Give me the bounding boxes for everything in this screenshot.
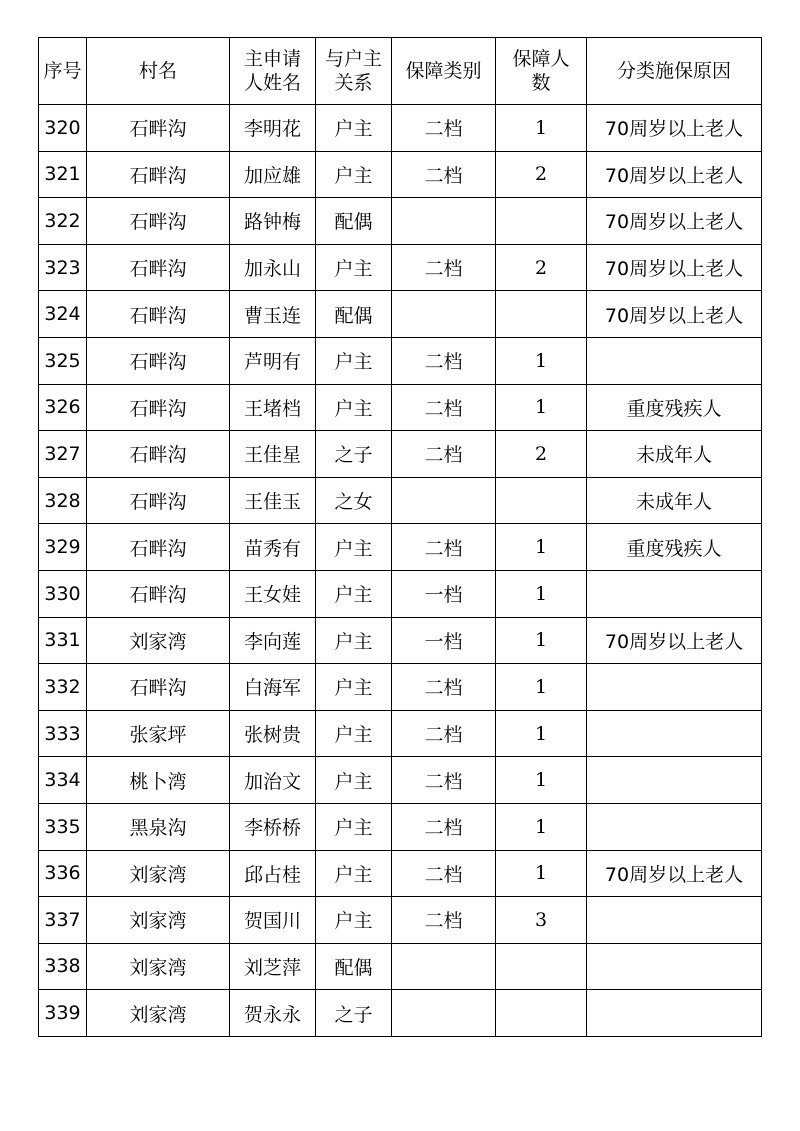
header-count-line2: 数 xyxy=(531,72,551,94)
cell-category: 一档 xyxy=(392,570,496,617)
cell-village: 刘家湾 xyxy=(87,943,230,990)
cell-count: 1 xyxy=(496,524,587,571)
cell-reason: 70周岁以上老人 xyxy=(587,151,762,198)
cell-village: 刘家湾 xyxy=(87,990,230,1037)
cell-category: 一档 xyxy=(392,617,496,664)
cell-village: 石畔沟 xyxy=(87,337,230,384)
cell-reason: 70周岁以上老人 xyxy=(587,105,762,152)
cell-category xyxy=(392,477,496,524)
cell-count: 2 xyxy=(496,151,587,198)
cell-count: 1 xyxy=(496,105,587,152)
cell-reason xyxy=(587,757,762,804)
cell-seq: 323 xyxy=(39,244,87,291)
table-row xyxy=(39,850,762,897)
cell-reason: 未成年人 xyxy=(587,431,762,478)
header-count xyxy=(496,38,587,105)
cell-count: 2 xyxy=(496,431,587,478)
cell-seq: 339 xyxy=(39,990,87,1037)
table-row xyxy=(39,897,762,944)
cell-relation: 户主 xyxy=(316,617,392,664)
cell-count: 1 xyxy=(496,617,587,664)
cell-seq: 325 xyxy=(39,337,87,384)
cell-reason xyxy=(587,710,762,757)
table-row xyxy=(39,664,762,711)
table-row xyxy=(39,570,762,617)
cell-applicant-name: 加永山 xyxy=(230,244,316,291)
cell-relation: 配偶 xyxy=(316,198,392,245)
cell-applicant-name: 贺国川 xyxy=(230,897,316,944)
cell-count: 2 xyxy=(496,244,587,291)
cell-applicant-name: 王佳玉 xyxy=(230,477,316,524)
cell-village: 张家坪 xyxy=(87,710,230,757)
cell-village: 石畔沟 xyxy=(87,151,230,198)
table-row xyxy=(39,757,762,804)
cell-category: 二档 xyxy=(392,105,496,152)
cell-applicant-name: 王堵档 xyxy=(230,384,316,431)
cell-seq: 334 xyxy=(39,757,87,804)
table-row xyxy=(39,105,762,152)
cell-relation: 之女 xyxy=(316,477,392,524)
cell-seq: 329 xyxy=(39,524,87,571)
table-row xyxy=(39,617,762,664)
cell-count xyxy=(496,990,587,1037)
assistance-roster-table xyxy=(38,37,762,1037)
table-row xyxy=(39,291,762,338)
cell-count: 1 xyxy=(496,384,587,431)
table-header xyxy=(39,38,762,105)
cell-category xyxy=(392,990,496,1037)
cell-village: 石畔沟 xyxy=(87,105,230,152)
cell-relation: 户主 xyxy=(316,384,392,431)
cell-relation: 户主 xyxy=(316,337,392,384)
cell-category: 二档 xyxy=(392,757,496,804)
table-row xyxy=(39,990,762,1037)
cell-relation: 户主 xyxy=(316,105,392,152)
cell-category: 二档 xyxy=(392,850,496,897)
cell-category: 二档 xyxy=(392,151,496,198)
cell-reason: 70周岁以上老人 xyxy=(587,617,762,664)
table-row xyxy=(39,477,762,524)
header-reason-text: 分类施保原因 xyxy=(616,60,731,82)
cell-seq: 322 xyxy=(39,198,87,245)
cell-applicant-name: 白海军 xyxy=(230,664,316,711)
header-seq xyxy=(39,38,87,105)
cell-category xyxy=(392,943,496,990)
cell-seq: 338 xyxy=(39,943,87,990)
cell-category: 二档 xyxy=(392,337,496,384)
cell-village: 刘家湾 xyxy=(87,850,230,897)
table-row xyxy=(39,431,762,478)
cell-category: 二档 xyxy=(392,710,496,757)
cell-reason: 70周岁以上老人 xyxy=(587,850,762,897)
cell-village: 石畔沟 xyxy=(87,384,230,431)
cell-seq: 335 xyxy=(39,803,87,850)
cell-relation: 户主 xyxy=(316,710,392,757)
cell-category: 二档 xyxy=(392,803,496,850)
header-village xyxy=(87,38,230,105)
header-reason xyxy=(587,38,762,105)
cell-applicant-name: 苗秀有 xyxy=(230,524,316,571)
cell-seq: 326 xyxy=(39,384,87,431)
cell-seq: 337 xyxy=(39,897,87,944)
cell-village: 石畔沟 xyxy=(87,524,230,571)
table-row xyxy=(39,198,762,245)
cell-category: 二档 xyxy=(392,244,496,291)
cell-applicant-name: 李明花 xyxy=(230,105,316,152)
cell-relation: 配偶 xyxy=(316,943,392,990)
cell-category: 二档 xyxy=(392,384,496,431)
table-row xyxy=(39,337,762,384)
header-village-text: 村名 xyxy=(138,60,177,82)
cell-reason: 重度残疾人 xyxy=(587,524,762,571)
cell-seq: 333 xyxy=(39,710,87,757)
header-category-text: 保障类别 xyxy=(405,60,482,82)
header-applicant xyxy=(230,38,316,105)
cell-applicant-name: 邱占桂 xyxy=(230,850,316,897)
cell-applicant-name: 刘芝萍 xyxy=(230,943,316,990)
cell-relation: 户主 xyxy=(316,803,392,850)
cell-reason xyxy=(587,943,762,990)
cell-applicant-name: 曹玉连 xyxy=(230,291,316,338)
table-body xyxy=(39,105,762,1037)
header-relation xyxy=(316,38,392,105)
header-relation-line2: 关系 xyxy=(334,72,373,94)
cell-applicant-name: 王佳星 xyxy=(230,431,316,478)
cell-count: 1 xyxy=(496,803,587,850)
cell-category: 二档 xyxy=(392,524,496,571)
cell-reason xyxy=(587,803,762,850)
header-count-line1: 保障人 xyxy=(512,48,570,70)
table-row xyxy=(39,151,762,198)
cell-applicant-name: 加治文 xyxy=(230,757,316,804)
cell-reason: 70周岁以上老人 xyxy=(587,244,762,291)
cell-count xyxy=(496,943,587,990)
cell-relation: 户主 xyxy=(316,570,392,617)
cell-category: 二档 xyxy=(392,897,496,944)
cell-reason xyxy=(587,990,762,1037)
cell-count xyxy=(496,291,587,338)
table-row xyxy=(39,524,762,571)
table-row xyxy=(39,943,762,990)
cell-count: 1 xyxy=(496,337,587,384)
cell-applicant-name: 芦明有 xyxy=(230,337,316,384)
cell-applicant-name: 张树贵 xyxy=(230,710,316,757)
header-applicant-line1: 主申请 xyxy=(243,48,301,70)
cell-count: 1 xyxy=(496,757,587,804)
cell-seq: 332 xyxy=(39,664,87,711)
cell-category xyxy=(392,291,496,338)
cell-applicant-name: 李向莲 xyxy=(230,617,316,664)
cell-relation: 配偶 xyxy=(316,291,392,338)
cell-seq: 331 xyxy=(39,617,87,664)
cell-reason xyxy=(587,570,762,617)
cell-village: 刘家湾 xyxy=(87,617,230,664)
cell-category: 二档 xyxy=(392,431,496,478)
cell-reason: 重度残疾人 xyxy=(587,384,762,431)
cell-count: 1 xyxy=(496,570,587,617)
cell-village: 石畔沟 xyxy=(87,198,230,245)
cell-seq: 328 xyxy=(39,477,87,524)
header-relation-line1: 与户主 xyxy=(324,48,382,70)
header-category xyxy=(392,38,496,105)
cell-relation: 户主 xyxy=(316,664,392,711)
cell-village: 石畔沟 xyxy=(87,477,230,524)
cell-village: 石畔沟 xyxy=(87,431,230,478)
cell-relation: 户主 xyxy=(316,757,392,804)
cell-relation: 户主 xyxy=(316,244,392,291)
cell-village: 石畔沟 xyxy=(87,291,230,338)
cell-reason xyxy=(587,337,762,384)
cell-relation: 户主 xyxy=(316,897,392,944)
table-row xyxy=(39,803,762,850)
header-seq-text: 序号 xyxy=(43,60,82,82)
table-row xyxy=(39,244,762,291)
cell-seq: 321 xyxy=(39,151,87,198)
cell-village: 刘家湾 xyxy=(87,897,230,944)
cell-seq: 327 xyxy=(39,431,87,478)
cell-seq: 324 xyxy=(39,291,87,338)
cell-village: 石畔沟 xyxy=(87,570,230,617)
cell-count: 1 xyxy=(496,710,587,757)
cell-applicant-name: 王女娃 xyxy=(230,570,316,617)
cell-reason xyxy=(587,897,762,944)
cell-village: 石畔沟 xyxy=(87,664,230,711)
cell-reason: 70周岁以上老人 xyxy=(587,291,762,338)
table-row xyxy=(39,710,762,757)
cell-village: 石畔沟 xyxy=(87,244,230,291)
cell-seq: 320 xyxy=(39,105,87,152)
cell-applicant-name: 李桥桥 xyxy=(230,803,316,850)
cell-relation: 户主 xyxy=(316,524,392,571)
cell-applicant-name: 加应雄 xyxy=(230,151,316,198)
cell-relation: 之子 xyxy=(316,431,392,478)
cell-relation: 户主 xyxy=(316,850,392,897)
cell-reason: 70周岁以上老人 xyxy=(587,198,762,245)
cell-applicant-name: 路钟梅 xyxy=(230,198,316,245)
cell-applicant-name: 贺永永 xyxy=(230,990,316,1037)
cell-count xyxy=(496,477,587,524)
cell-category xyxy=(392,198,496,245)
cell-village: 黑泉沟 xyxy=(87,803,230,850)
cell-category: 二档 xyxy=(392,664,496,711)
cell-village: 桃卜湾 xyxy=(87,757,230,804)
cell-reason xyxy=(587,664,762,711)
cell-count xyxy=(496,198,587,245)
cell-count: 1 xyxy=(496,850,587,897)
cell-count: 3 xyxy=(496,897,587,944)
cell-count: 1 xyxy=(496,664,587,711)
cell-relation: 之子 xyxy=(316,990,392,1037)
table-row xyxy=(39,384,762,431)
cell-reason: 未成年人 xyxy=(587,477,762,524)
cell-relation: 户主 xyxy=(316,151,392,198)
cell-seq: 336 xyxy=(39,850,87,897)
header-applicant-line2: 人姓名 xyxy=(243,72,301,94)
header-row xyxy=(39,38,762,105)
cell-seq: 330 xyxy=(39,570,87,617)
